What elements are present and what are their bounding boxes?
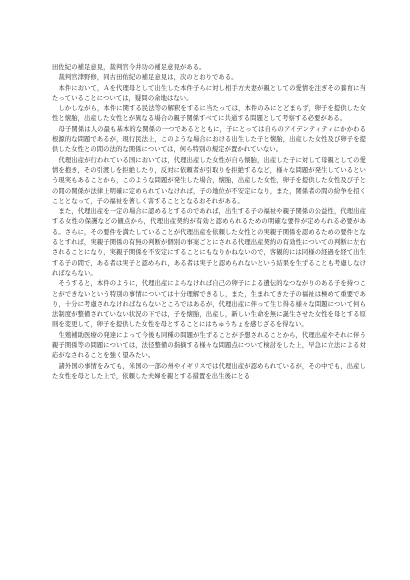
paragraph-1: 田佐紀の補足意見，裁判官今井功の補足意見がある。 bbox=[52, 64, 206, 71]
paragraph-8: そうすると，本件のように，代理出産によらなければ自己の卵子による遺伝的なつながりのある子を持つことができないという特別の事情については十分理解できるし，また，生まれてきた子の福祉は極めて重要であり，十分に考慮されなければならないところではあるが，代理出産に伴って生じ得る様々な問題について何ら法制度が整備されていない状況の下では，子を懐胎，出産し，新しい生命を無に誕生させた女性を母とする原則を変更して，卵子を提供した女性を母とすることにはちゅうちょを感じざるを得ない。 bbox=[52, 280, 366, 329]
paragraph-10: 諸外国の事情をみても，米国の一部の州やイギリスでは代理出産が認められているが，その中でも，出産した女性を母とした上で，依頼した夫婦を親とする措置を出生後にとる bbox=[52, 362, 366, 380]
paragraph-2: 裁判官津野修，同古田佑紀の補足意見は，次のとおりである。 bbox=[58, 74, 238, 82]
paragraph-3: 本件において，Ａを代理母として出生した本件子らに対し相手方夫妻が親としての愛情を注ぎその養育に当たっていることについては，疑問の余地はない。 bbox=[52, 84, 366, 102]
paragraph-4: しかしながら，本件に関する民法等の解釈をするに当たっては，本件のみにとどまらず，卵子を提供した女性と懐胎，出産した女性とが異なる場合の親子関係すべてに共通する問題として考察する必要がある。 bbox=[52, 105, 366, 123]
paragraph-5: 母子関係は人の最も基本的な関係の一つであるとともに，子にとっては自らのアイデンティティにかかわる根源的な問題であるが，現行民法上，このような場合における出生した子と懐胎，出産した女性及び卵子を提供した女性との間の法的な関係については，何ら特別の規定が置かれていない。 bbox=[52, 125, 366, 154]
paragraph-7: また，代理出産を一定の場合に認めるとするのであれば，出生する子の福祉や親子関係の公益性，代理出産する女性の保護などの観点から，代理出産契約が有効と認められるための明確な要件が定められる必要がある。さらに，その要件を満たしていることが代理出産を依頼した女性との実親子関係を認めるための要件となるとすれば，実親子関係の有無の判断が個別の事案ごとにされる代理出産契約の有効性についての判断に左右されることになり，実親子関係を不安定にすることにもなりかねないので，客観的には同様の経過を経て出生する子の間で，ある者は実子と認められ，ある者は実子と認められないという結果を生ずることも考慮しなければならない。 bbox=[52, 208, 366, 277]
paragraph-6: 代理出産が行われている国においては，代理出産した女性が自ら懐胎，出産した子に対して母親としての愛情を抱き，その引渡しを拒絶したり，反対に依頼者が引取りを拒絶するなど，様々な問題が発生しているという現実もあることから，このような問題が発生した場合，懐胎，出産した女性，卵子を提供した女性及び子との間の関係が法律上明確に定められていなければ，子の地位が不安定になり，また，関係者の間の紛争を招くこととなって，子の福祉を著しく害することとなるおそれがある。 bbox=[52, 156, 366, 205]
paragraph-9: 生殖補助医療の発達によって今後も同種の問題が生ずることが予想されることから，代理出産やそれに伴う親子関係等の問題については，法径整備の指摘する様々な問題点について検討をした上，早急に立法による対応がなされることを強く望みたい。 bbox=[52, 331, 366, 360]
